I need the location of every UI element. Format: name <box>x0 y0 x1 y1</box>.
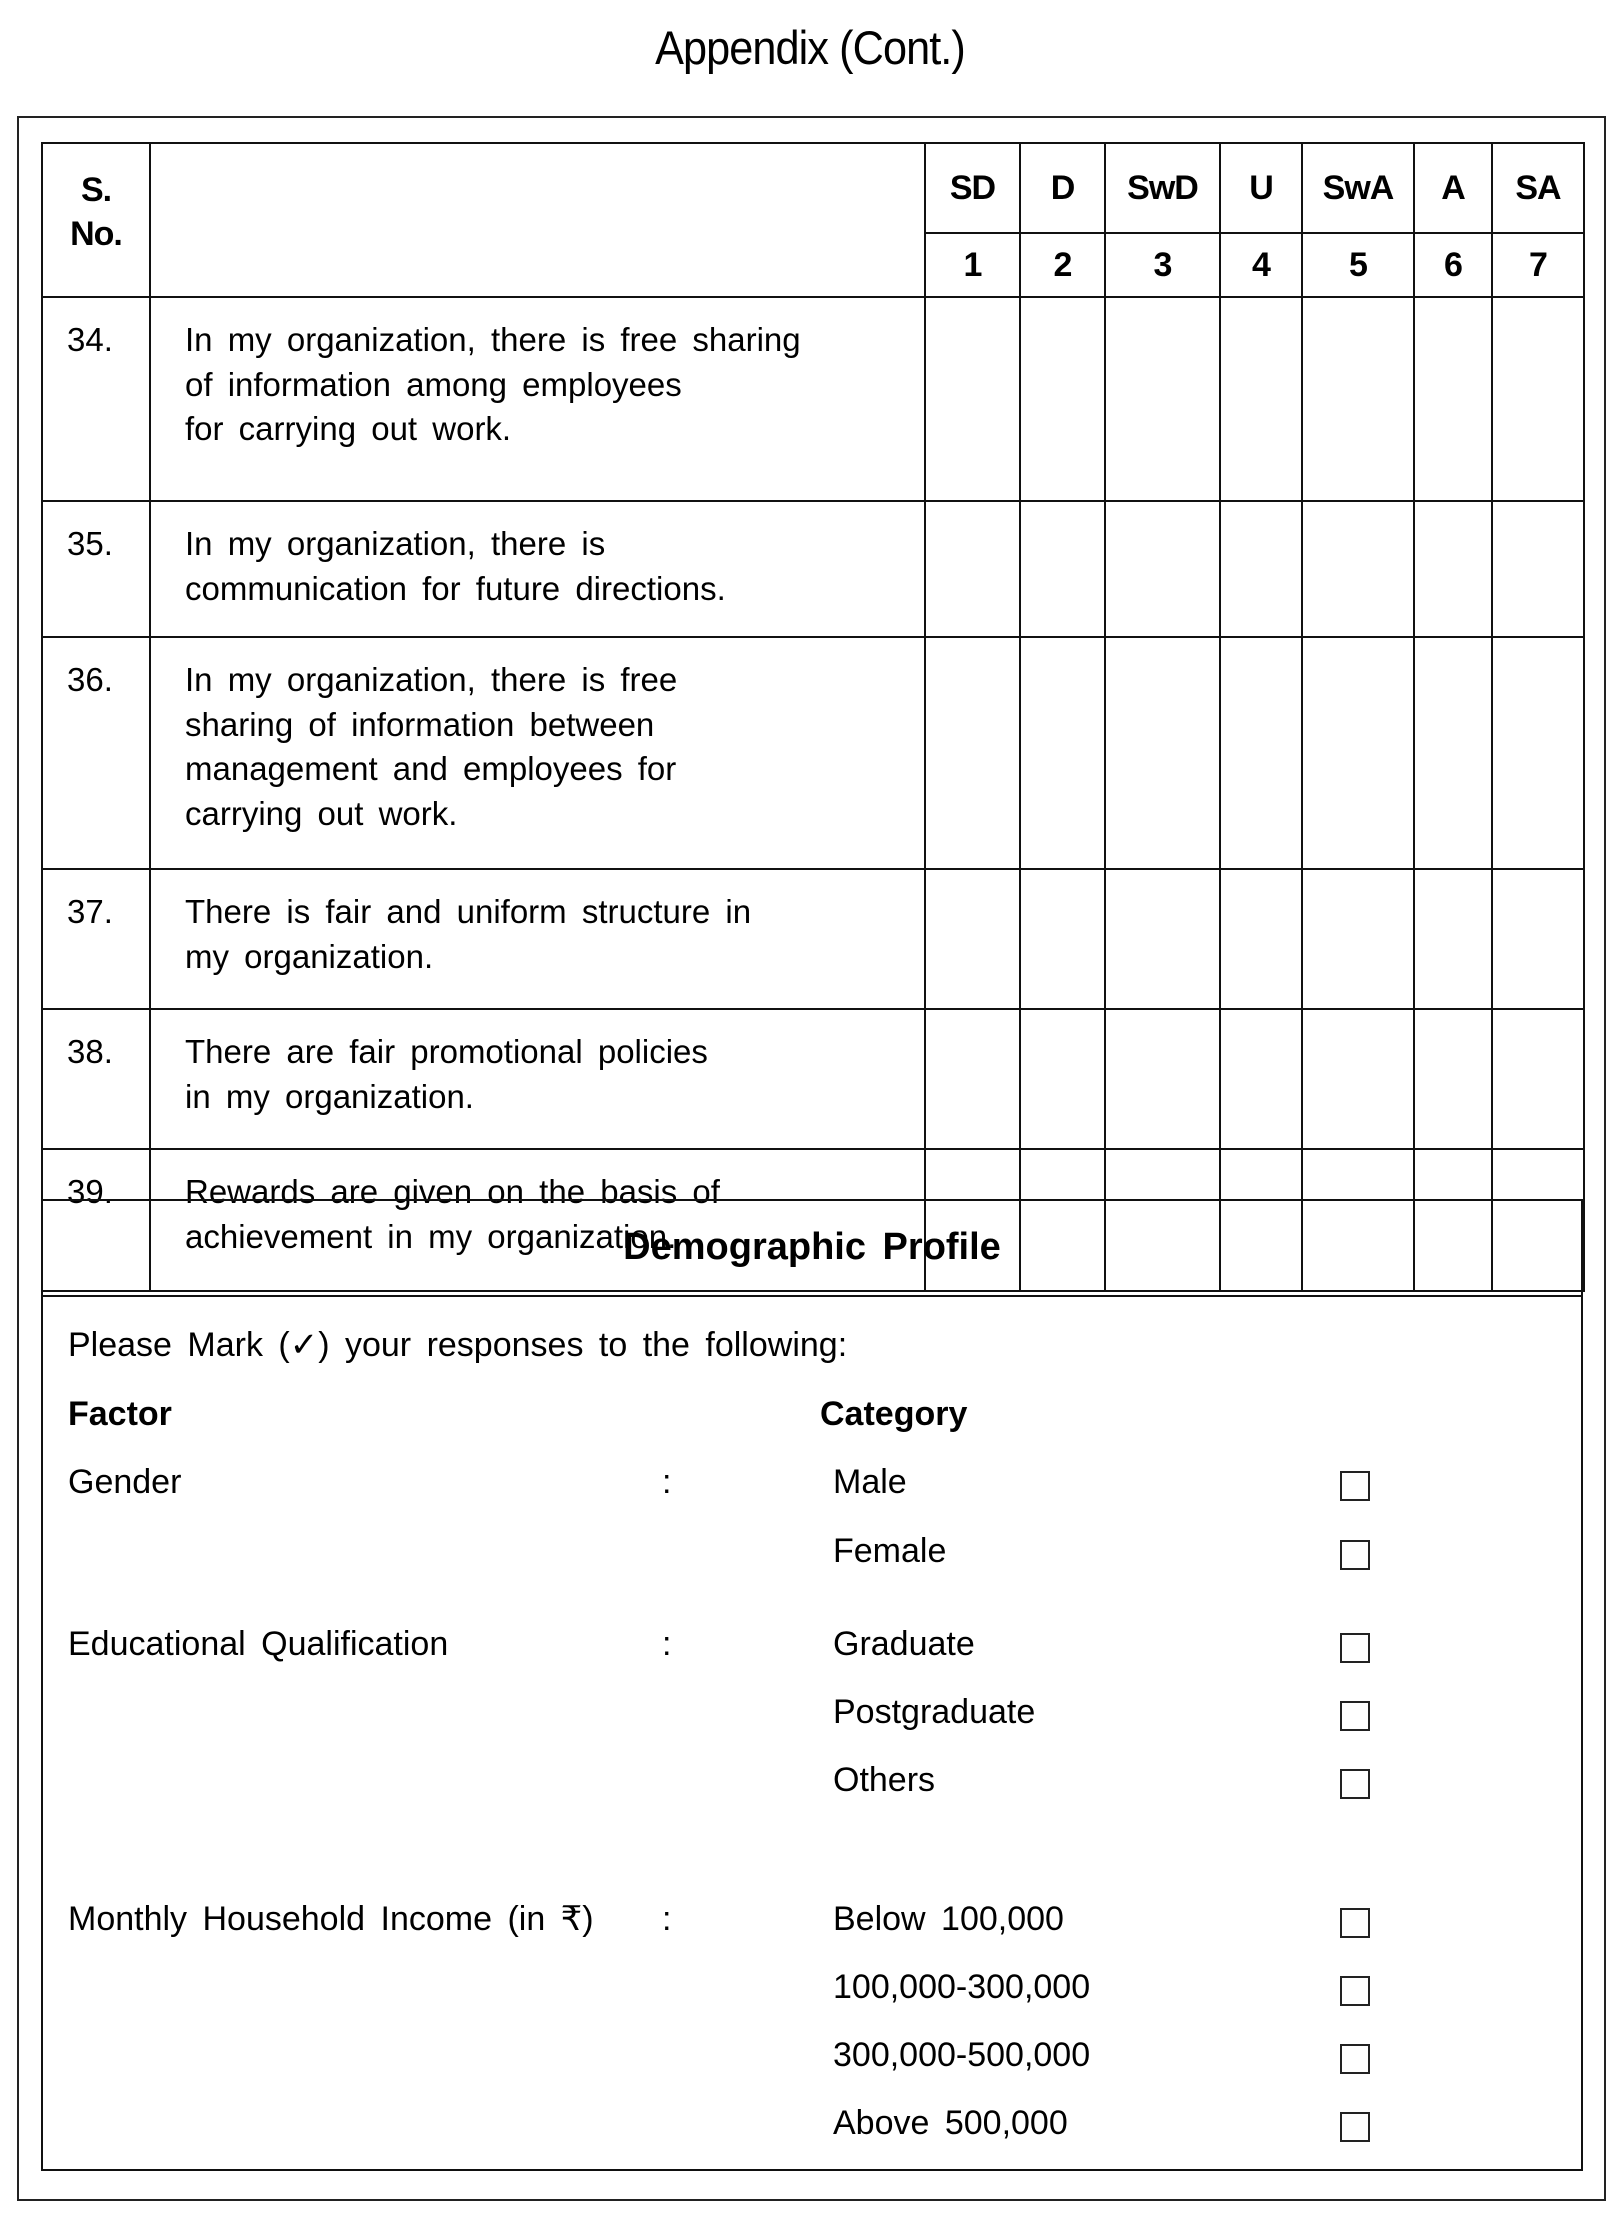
sno-header-line1: S. <box>80 171 112 209</box>
rating-cell-d[interactable] <box>1020 501 1105 637</box>
rating-cell-u[interactable] <box>1220 297 1302 501</box>
option-300000-500000-label: 300,000-500,000 <box>833 2036 1091 2074</box>
statement-text-line: There is fair and uniform structure in <box>185 893 752 930</box>
option-300000-500000-checkbox[interactable] <box>1340 2044 1370 2074</box>
scale-value-2: 2 <box>1020 233 1105 297</box>
scale-header-a: A <box>1414 143 1492 233</box>
statement-row-34 <box>42 297 1584 501</box>
statement-row-37 <box>42 869 1584 1009</box>
option-above-500000-checkbox[interactable] <box>1340 2112 1370 2142</box>
scale-header-sa: SA <box>1492 143 1584 233</box>
statement-text-line: management and employees for <box>185 750 677 787</box>
category-header: Category <box>820 1395 968 1433</box>
rating-cell-a[interactable] <box>1414 869 1492 1009</box>
rating-cell-sd[interactable] <box>925 637 1020 869</box>
rating-cell-swa[interactable] <box>1302 297 1414 501</box>
option-female-checkbox[interactable] <box>1340 1540 1370 1570</box>
factor-gender-label: Gender <box>68 1463 182 1501</box>
option-male-checkbox[interactable] <box>1340 1471 1370 1501</box>
statement-text-line: communication for future directions. <box>185 569 726 607</box>
rating-cell-swa[interactable] <box>1302 637 1414 869</box>
rating-cell-swd[interactable] <box>1105 869 1220 1009</box>
option-others-label: Others <box>833 1761 936 1799</box>
statement-text-line: in my organization. <box>185 1077 474 1115</box>
scale-header-u: U <box>1220 143 1302 233</box>
rating-cell-swa[interactable] <box>1302 1009 1414 1149</box>
statement-text <box>150 501 925 637</box>
rating-cell-d[interactable] <box>1020 869 1105 1009</box>
rating-cell-sd[interactable] <box>925 1009 1020 1149</box>
option-others-checkbox[interactable] <box>1340 1769 1370 1799</box>
statement-number: 34. <box>42 297 150 501</box>
option-female-label: Female <box>833 1532 947 1570</box>
statement-row-36 <box>42 637 1584 869</box>
statement-number: 37. <box>42 869 150 1009</box>
option-postgraduate-checkbox[interactable] <box>1340 1701 1370 1731</box>
statement-text-line: sharing of information between <box>185 705 655 743</box>
rating-cell-sa[interactable] <box>1492 1009 1584 1149</box>
option-below-100000-label: Below 100,000 <box>833 1900 1064 1938</box>
statement-text <box>150 297 925 501</box>
rating-cell-a[interactable] <box>1414 297 1492 501</box>
scale-header-sd: SD <box>925 143 1020 233</box>
rating-cell-swa[interactable] <box>1302 501 1414 637</box>
option-100000-300000-label: 100,000-300,000 <box>833 1968 1091 2006</box>
rating-cell-swd[interactable] <box>1105 501 1220 637</box>
scale-value-5: 5 <box>1302 233 1414 297</box>
factor-income-separator: : <box>662 1900 672 1938</box>
rating-cell-sa[interactable] <box>1492 637 1584 869</box>
scale-value-1: 1 <box>925 233 1020 297</box>
option-graduate-checkbox[interactable] <box>1340 1633 1370 1663</box>
statement-text-line: achievement in my organization. <box>185 1217 677 1255</box>
statement-number: 38. <box>42 1009 150 1149</box>
sno-header-line2: No. <box>70 215 122 253</box>
rating-cell-sd[interactable] <box>925 869 1020 1009</box>
statement-text-line: my organization. <box>185 937 434 975</box>
rating-cell-sd[interactable] <box>925 297 1020 501</box>
statement-text <box>150 869 925 1009</box>
scale-value-7: 7 <box>1492 233 1584 297</box>
factor-education-separator: : <box>662 1625 672 1663</box>
statement-text-line: of information among employees <box>185 365 682 403</box>
rating-cell-sa[interactable] <box>1492 869 1584 1009</box>
statement-text-line: There are fair promotional policies <box>185 1033 708 1070</box>
scale-value-4: 4 <box>1220 233 1302 297</box>
statement-text <box>150 637 925 869</box>
scale-header-swa: SwA <box>1302 143 1414 233</box>
statement-text-line: In my organization, there is free sharing <box>185 321 801 358</box>
rating-cell-swd[interactable] <box>1105 637 1220 869</box>
factor-education-label: Educational Qualification <box>68 1625 449 1663</box>
rating-cell-sd[interactable] <box>925 501 1020 637</box>
likert-table <box>41 142 1585 1292</box>
statement-header <box>150 143 925 297</box>
option-below-100000-checkbox[interactable] <box>1340 1908 1370 1938</box>
statement-text-line: for carrying out work. <box>185 410 512 447</box>
option-100000-300000-checkbox[interactable] <box>1340 1976 1370 2006</box>
factor-gender-separator: : <box>662 1463 672 1501</box>
rating-cell-sa[interactable] <box>1492 501 1584 637</box>
rating-cell-swa[interactable] <box>1302 869 1414 1009</box>
demographic-title: Demographic Profile <box>43 1201 1581 1297</box>
statement-text-line: Rewards are given on the basis of <box>185 1173 720 1210</box>
sno-header <box>42 143 150 297</box>
statement-row-35 <box>42 501 1584 637</box>
rating-cell-sa[interactable] <box>1492 297 1584 501</box>
rating-cell-u[interactable] <box>1220 1009 1302 1149</box>
factor-income-label: Monthly Household Income (in ₹) <box>68 1900 594 1938</box>
scale-header-d: D <box>1020 143 1105 233</box>
rating-cell-u[interactable] <box>1220 501 1302 637</box>
statement-text-line: carrying out work. <box>185 794 458 832</box>
statement-number: 39. <box>42 1149 150 1291</box>
rating-cell-swd[interactable] <box>1105 1009 1220 1149</box>
rating-cell-a[interactable] <box>1414 1009 1492 1149</box>
scale-value-6: 6 <box>1414 233 1492 297</box>
instruction-text: Please Mark (✓) your responses to the following: <box>68 1326 848 1364</box>
statement-row-38 <box>42 1009 1584 1149</box>
rating-cell-swd[interactable] <box>1105 297 1220 501</box>
rating-cell-d[interactable] <box>1020 1009 1105 1149</box>
statement-text-line: In my organization, there is <box>185 525 606 562</box>
option-graduate-label: Graduate <box>833 1625 975 1663</box>
statement-text-line: In my organization, there is free <box>185 661 678 698</box>
statement-number: 36. <box>42 637 150 869</box>
factor-header: Factor <box>68 1395 172 1433</box>
option-above-500000-label: Above 500,000 <box>833 2104 1068 2142</box>
option-male-label: Male <box>833 1463 907 1501</box>
scale-header-swd: SwD <box>1105 143 1220 233</box>
rating-cell-a[interactable] <box>1414 501 1492 637</box>
option-postgraduate-label: Postgraduate <box>833 1693 1036 1731</box>
rating-cell-a[interactable] <box>1414 637 1492 869</box>
rating-cell-u[interactable] <box>1220 869 1302 1009</box>
page-title: Appendix (Cont.) <box>655 21 965 74</box>
statement-text <box>150 1009 925 1149</box>
statement-number: 35. <box>42 501 150 637</box>
scale-value-3: 3 <box>1105 233 1220 297</box>
rating-cell-u[interactable] <box>1220 637 1302 869</box>
rating-cell-d[interactable] <box>1020 637 1105 869</box>
rating-cell-d[interactable] <box>1020 297 1105 501</box>
